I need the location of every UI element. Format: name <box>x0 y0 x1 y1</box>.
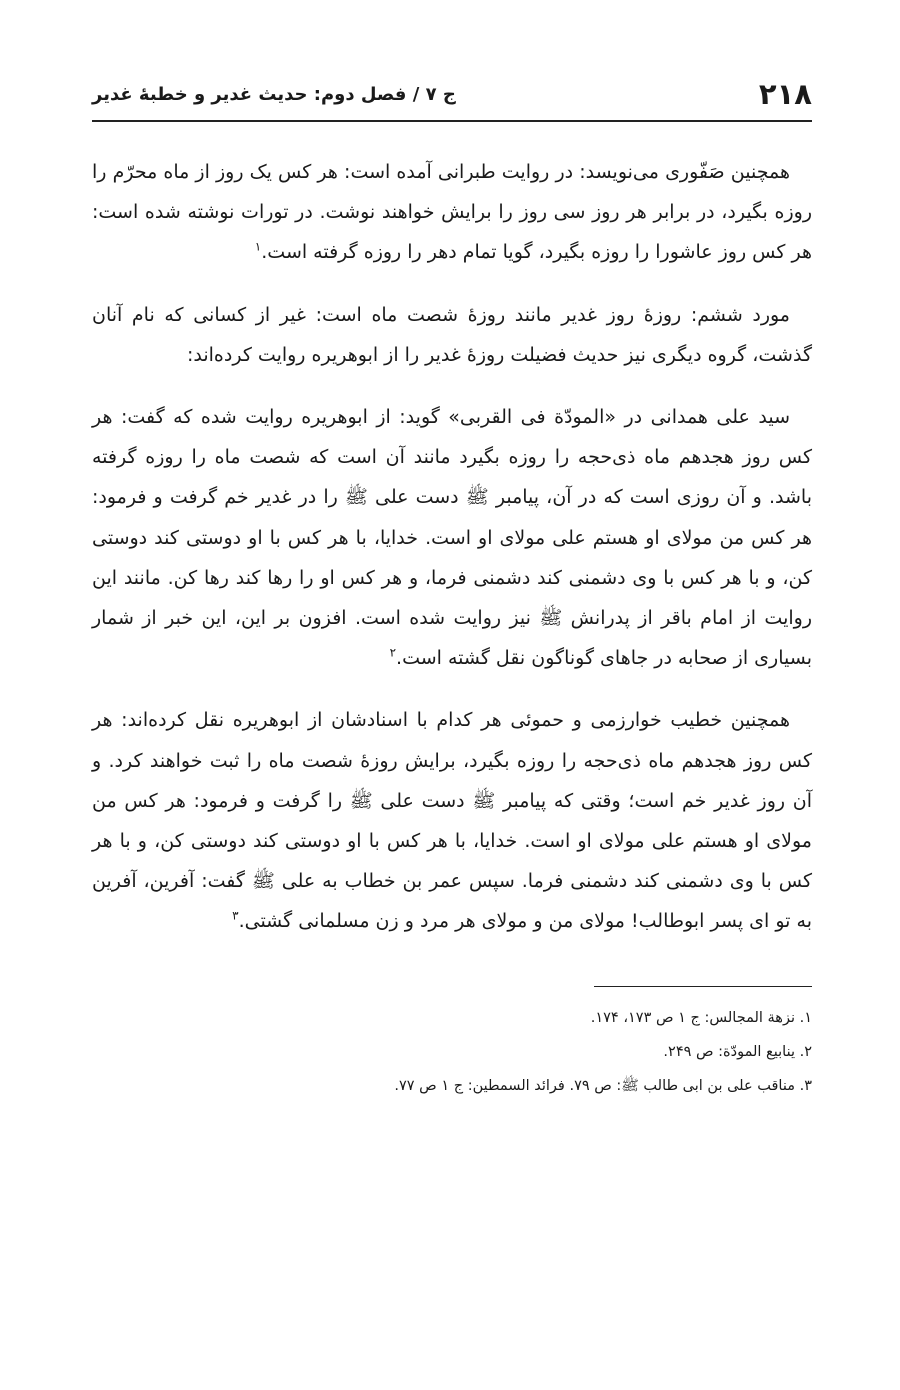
page-header <box>92 62 812 114</box>
running-title: ج ۷ / فصل دوم: حدیث غدیر و خطبهٔ غدیر <box>92 84 456 105</box>
page-number: ۲۱۸ <box>758 77 812 111</box>
footnote-separator <box>594 986 812 987</box>
header-rule <box>92 120 812 122</box>
paragraph-text: مورد ششم: روزهٔ روز غدیر مانند روزهٔ شصت ماه است: غیر از کسانی که نام آنان گذشت، گروه دیگری نیز حدیث فضیلت روزهٔ غدیر را از ابوهریره روایت کرده‌اند: <box>92 303 812 366</box>
footnote-ref[interactable]: ۲ <box>389 645 397 660</box>
footnote-ref[interactable]: ۱ <box>254 240 262 255</box>
paragraph-text: همچنین صَفّوری می‌نویسد: در روایت طبرانی آمده است: هر کس یک روز از ماه محرّم را روزه بگیرد، در برابر هر روز سی روز را برایش خواهند نوشت. در تورات نوشته شده است: هر کس روز عاشورا را روزه بگیرد، گویا تمام دهر را روزه گرفته است. <box>92 161 812 264</box>
footnote: ۳. مناقب علی بن ابی طالب ﷺ: ص ۷۹. فرائد السمطین: ج ۱ ص ۷۷. <box>394 1077 812 1094</box>
footnote: ۱. نزهة المجالس: ج ۱ ص ۱۷۳، ۱۷۴. <box>590 1009 812 1026</box>
paragraph-text: همچنین خطیب خوارزمی و حموئی هر کدام با اسنادشان از ابوهریره نقل کرده‌اند: هر کس روز هجدهم ماه ذی‌حجه را روزه بگیرد، برایش روزهٔ شصت ماه را ثبت خواهند کرد. و آن روز غدیر خم است؛ وقتی که پیامبر ﷺ دست علی ﷺ را گرفت و فرمود: هر کس من مولای او هستم علی مولای او است. خدایا، با هر کس با او دوستی کند دوستی کن، و با هر کس با وی دشمنی کند دشمنی فرما. سپس عمر بن خطاب به علی ﷺ گفت: آفرین، آفرین به تو ای پسر ابوطالب! مولای من و مولای هر مرد و زن مسلمانی گشتی. <box>92 709 812 933</box>
footnote: ۲. ینابیع المودّة: ص ۲۴۹. <box>663 1043 812 1060</box>
paragraph <box>92 397 812 678</box>
book-page <box>92 62 812 1103</box>
footnote-ref[interactable]: ۳ <box>232 909 239 924</box>
page-body <box>92 152 812 942</box>
footnotes <box>92 1001 812 1103</box>
paragraph <box>92 700 812 941</box>
paragraph <box>92 295 812 375</box>
paragraph-text: سید علی همدانی در «المودّة فی القربی» گوید: از ابوهریره روایت شده که گفت: هر کس روز هجدهم ماه ذی‌حجه را روزه بگیرد مانند آن است که شصت ماه را روزه گرفته باشد. و آن روزی است که در آن، پیامبر ﷺ دست علی ﷺ را در غدیر خم گرفت و فرمود: هر کس من مولای او هستم علی مولای او است. خدایا، با هر کس با او دوستی کند دوستی کن، و با هر کس با وی دشمنی کند دشمنی فرما، و هر کس او را رها کند رها کن. مانند این روایت از امام باقر از پدرانش ﷺ نیز روایت شده است. افزون بر این، این خبر از شمار بسیاری از صحابه در جاهای گوناگون نقل گشته است. <box>92 406 812 670</box>
paragraph <box>92 152 812 273</box>
